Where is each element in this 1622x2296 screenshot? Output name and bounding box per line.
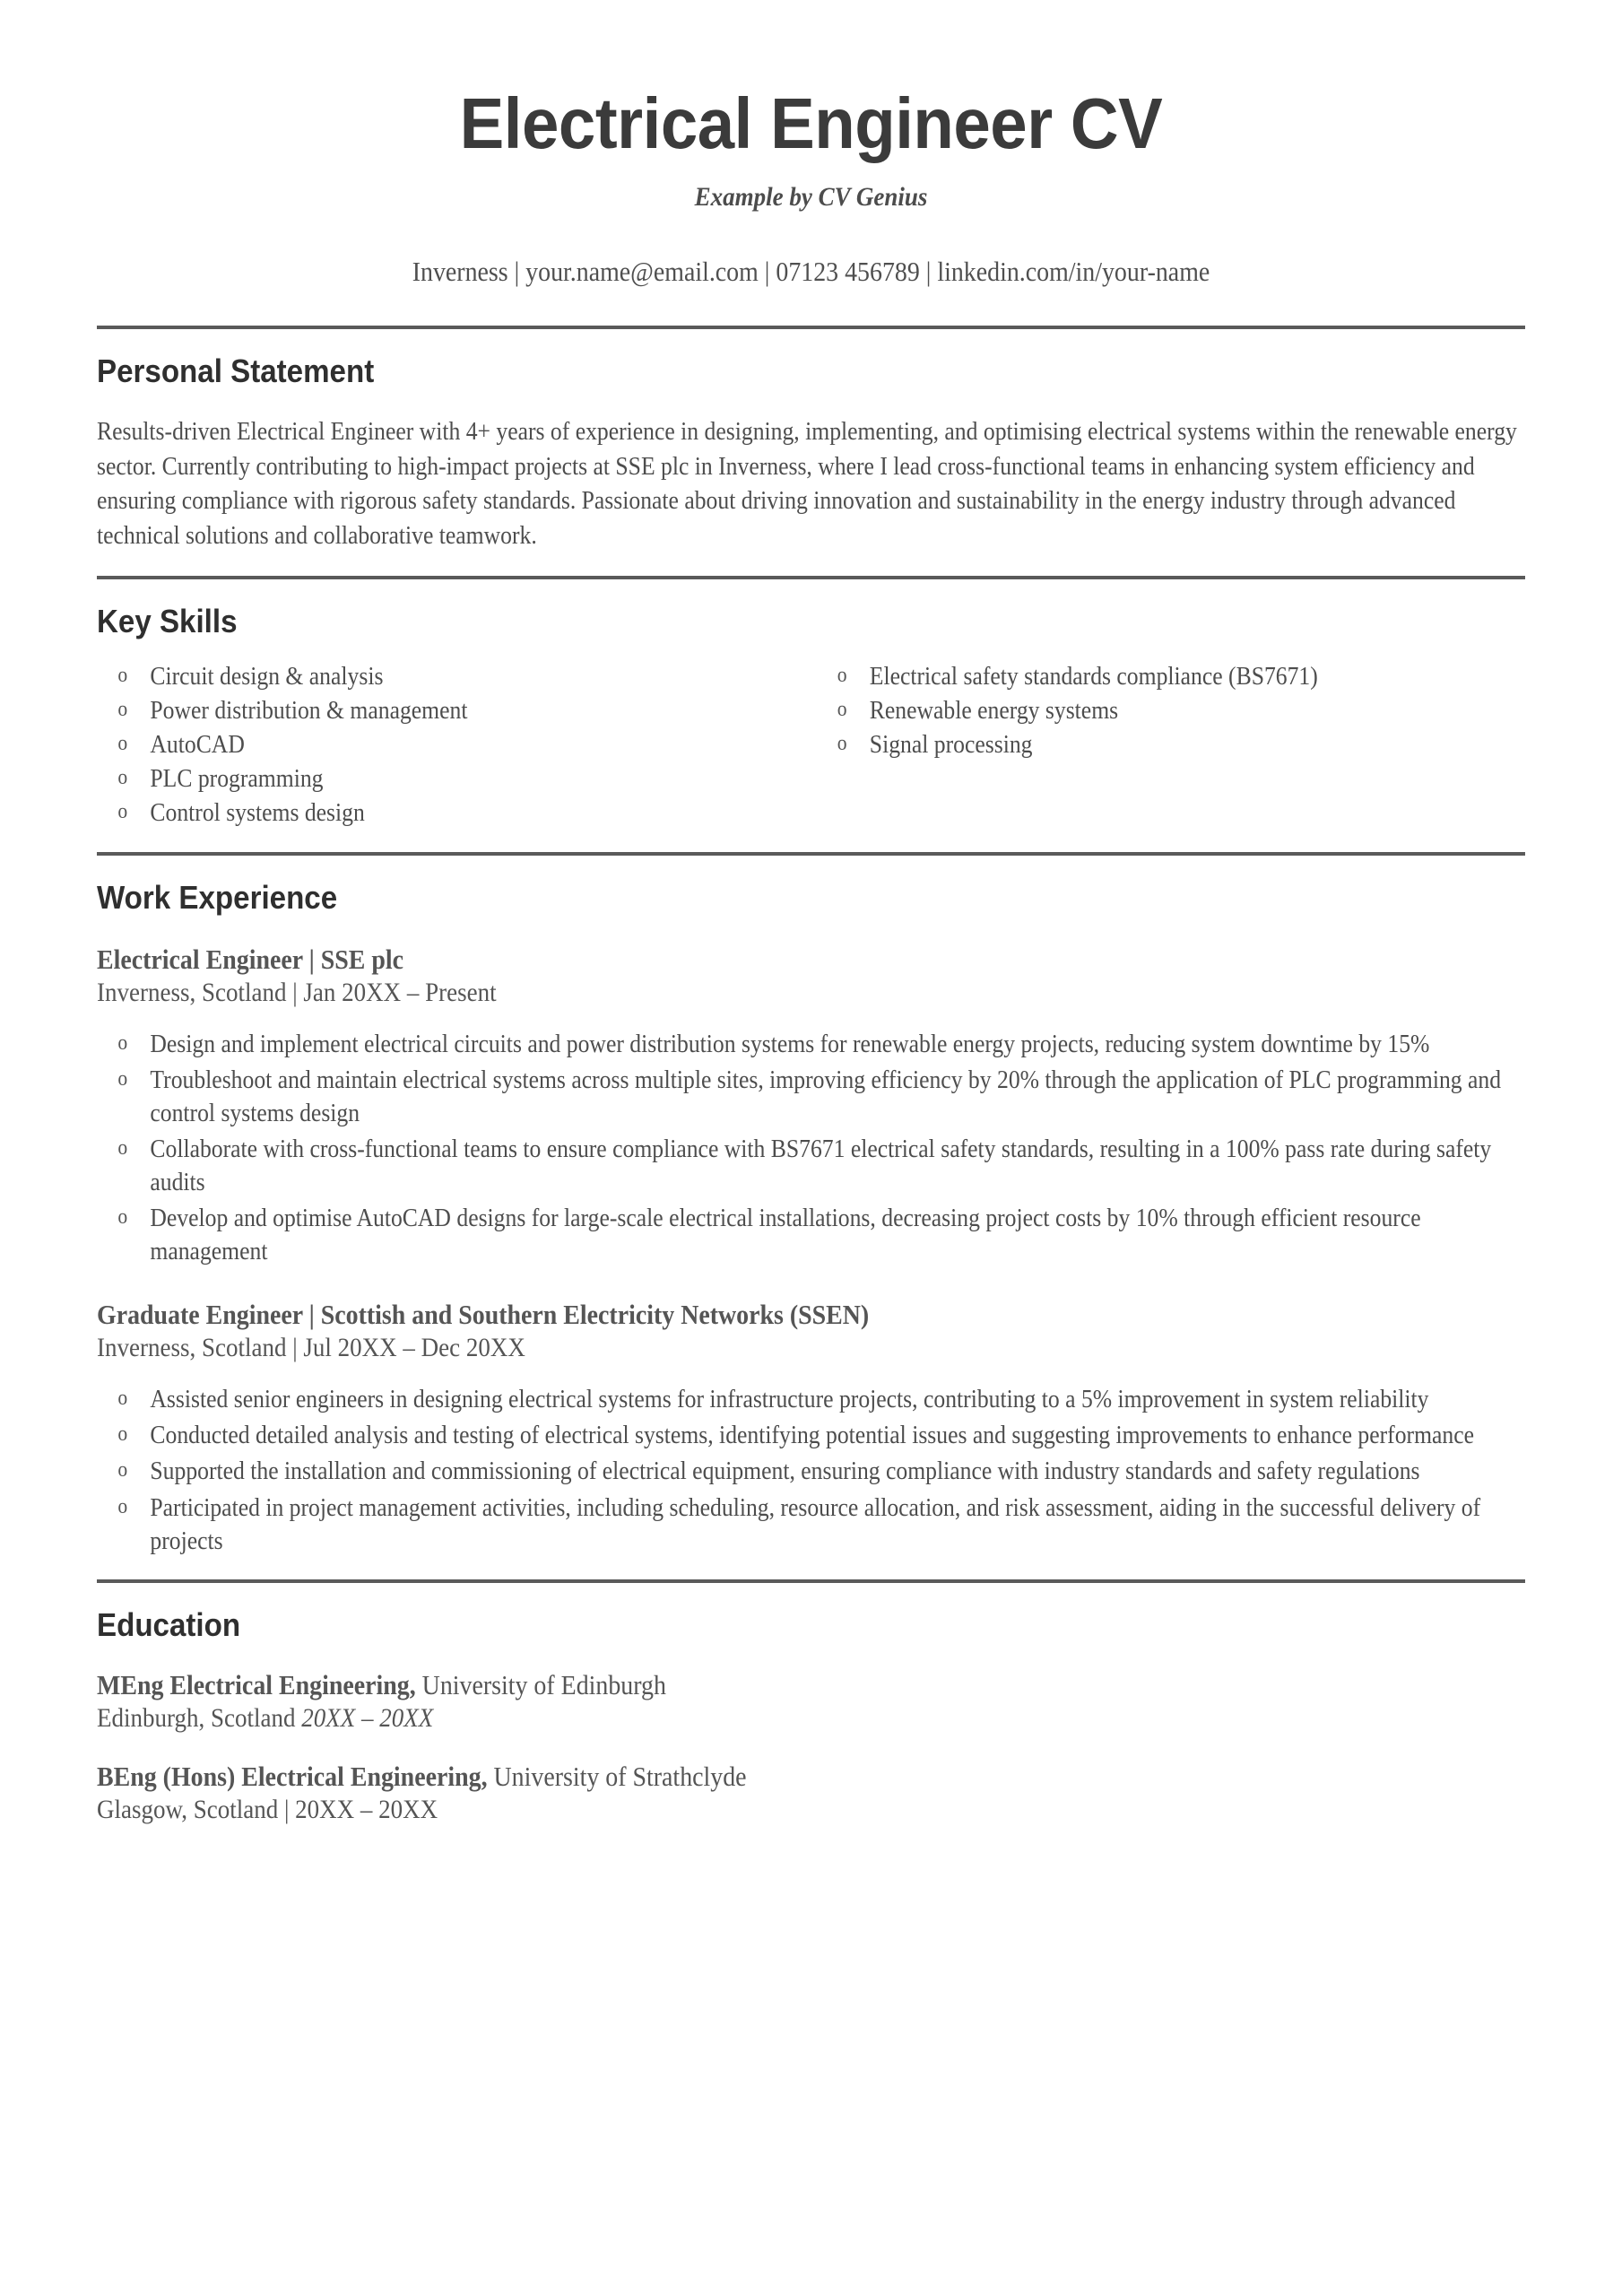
contact-line: Inverness | your.name@email.com | 07123 456789 | linkedin.com/in/your-name	[412, 255, 1210, 287]
list-item-text: Electrical safety standards compliance (BS7671)	[869, 662, 1318, 691]
list-item	[97, 1455, 1523, 1488]
education-dates: 20XX – 20XX	[295, 1794, 438, 1824]
list-item-text: Supported the installation and commissioning of electrical equipment, ensuring compliance with industry standards and safety regulations	[150, 1457, 1420, 1486]
list-item	[97, 796, 740, 830]
work-experience-entry	[97, 944, 1525, 1268]
education-location-dates	[97, 1703, 1383, 1734]
section-key-skills	[97, 576, 1525, 831]
list-item	[97, 1028, 1523, 1061]
job-bullets	[97, 1028, 1523, 1268]
list-item	[97, 660, 740, 693]
list-item-text: Power distribution & management	[150, 696, 468, 725]
education-degree-line	[97, 1669, 1383, 1701]
key-skills-column-left	[97, 660, 740, 831]
list-item-text: Troubleshoot and maintain electrical systems across multiple sites, improving efficiency by 20% through the application of PLC programming and control systems design	[150, 1066, 1502, 1128]
list-item	[97, 762, 740, 796]
education-degree: BEng (Hons) Electrical Engineering,	[97, 1760, 488, 1792]
job-bullet-list	[97, 1383, 1523, 1557]
key-skills-columns	[97, 660, 1525, 831]
section-divider	[97, 852, 1525, 856]
list-item-text: Develop and optimise AutoCAD designs for large-scale electrical installations, decreasing project costs by 10% through efficient resource management	[150, 1205, 1421, 1266]
section-divider	[97, 326, 1525, 329]
section-heading-work-experience: Work Experience	[97, 879, 338, 917]
cv-subtitle: Example by CV Genius	[694, 181, 928, 212]
list-item	[816, 728, 1453, 761]
work-experience-entry	[97, 1299, 1525, 1557]
education-location: Edinburgh, Scotland	[97, 1702, 302, 1733]
job-title: Graduate Engineer | Scottish and Southern Electricity Networks (SSEN)	[97, 1299, 870, 1331]
job-bullet-list	[97, 1028, 1523, 1268]
personal-statement-body: Results-driven Electrical Engineer with 4+ years of experience in designing, implementing, and optimising electrical systems within the renewable energy sector. Currently contributing to high-impact projects at SSE plc in Inverness, where I lead cross-functional teams in enhancing system efficiency and ensuring compliance with rigorous safety standards. Passionate about driving innovation and sustainability in the energy industry through advanced technical solutions and collaborative teamwork.	[97, 417, 1517, 551]
list-item-text: Collaborate with cross-functional teams to ensure compliance with BS7671 electrical safety standards, resulting in a 100% pass rate during safety audits	[150, 1135, 1492, 1197]
education-degree-line	[97, 1761, 1383, 1793]
list-item	[97, 1133, 1523, 1199]
education-institution: University of Strathclyde	[487, 1760, 747, 1792]
section-heading-education: Education	[97, 1605, 241, 1643]
education-list	[97, 1669, 1525, 1825]
list-item-text: Signal processing	[869, 730, 1032, 759]
education-entry	[97, 1761, 1525, 1825]
education-institution: University of Edinburgh	[415, 1668, 666, 1700]
list-item	[816, 660, 1453, 693]
list-item-text: PLC programming	[150, 764, 324, 793]
job-location-dates: Inverness, Scotland | Jan 20XX – Present	[97, 978, 497, 1008]
section-personal-statement	[97, 326, 1525, 554]
section-work-experience	[97, 852, 1525, 1558]
page-title: Electrical Engineer CV	[459, 83, 1163, 163]
education-dates: 20XX – 20XX	[301, 1702, 434, 1733]
skills-list-left	[97, 660, 740, 830]
section-education	[97, 1579, 1525, 1825]
job-location-dates: Inverness, Scotland | Jul 20XX – Dec 20XX	[97, 1333, 525, 1363]
list-item-text: Assisted senior engineers in designing electrical systems for infrastructure projects, contributing to a 5% improvement in system reliability	[150, 1386, 1429, 1414]
list-item-text: Control systems design	[150, 798, 365, 827]
section-heading-key-skills: Key Skills	[97, 602, 238, 639]
skills-list-right	[816, 660, 1453, 761]
work-experience-list	[97, 944, 1525, 1558]
list-item-text: Design and implement electrical circuits and power distribution systems for renewable energy projects, reducing system downtime by 15%	[150, 1031, 1430, 1059]
list-item-text: AutoCAD	[150, 730, 245, 759]
list-item	[816, 694, 1453, 727]
section-divider	[97, 1579, 1525, 1583]
list-item	[97, 1202, 1523, 1268]
list-item	[97, 1492, 1523, 1558]
list-item-text: Conducted detailed analysis and testing of electrical systems, identifying potential issues and suggesting improvements to enhance performance	[150, 1422, 1475, 1450]
list-item	[97, 1064, 1523, 1130]
section-divider	[97, 576, 1525, 579]
section-heading-personal-statement: Personal Statement	[97, 352, 375, 389]
cv-header	[97, 83, 1525, 304]
education-degree: MEng Electrical Engineering,	[97, 1668, 416, 1700]
education-location-dates	[97, 1795, 1383, 1825]
job-title: Electrical Engineer | SSE plc	[97, 944, 403, 976]
list-item-text: Participated in project management activities, including scheduling, resource allocation, and risk assessment, aiding in the successful delivery of projects	[150, 1493, 1481, 1555]
education-location: Glasgow, Scotland |	[97, 1794, 296, 1824]
job-bullets	[97, 1383, 1523, 1557]
key-skills-column-right	[811, 660, 1454, 831]
list-item	[97, 1383, 1523, 1416]
list-item	[97, 694, 740, 727]
list-item-text: Circuit design & analysis	[150, 662, 384, 691]
list-item-text: Renewable energy systems	[869, 696, 1118, 725]
education-entry	[97, 1669, 1525, 1734]
list-item	[97, 1419, 1523, 1452]
list-item	[97, 728, 740, 761]
